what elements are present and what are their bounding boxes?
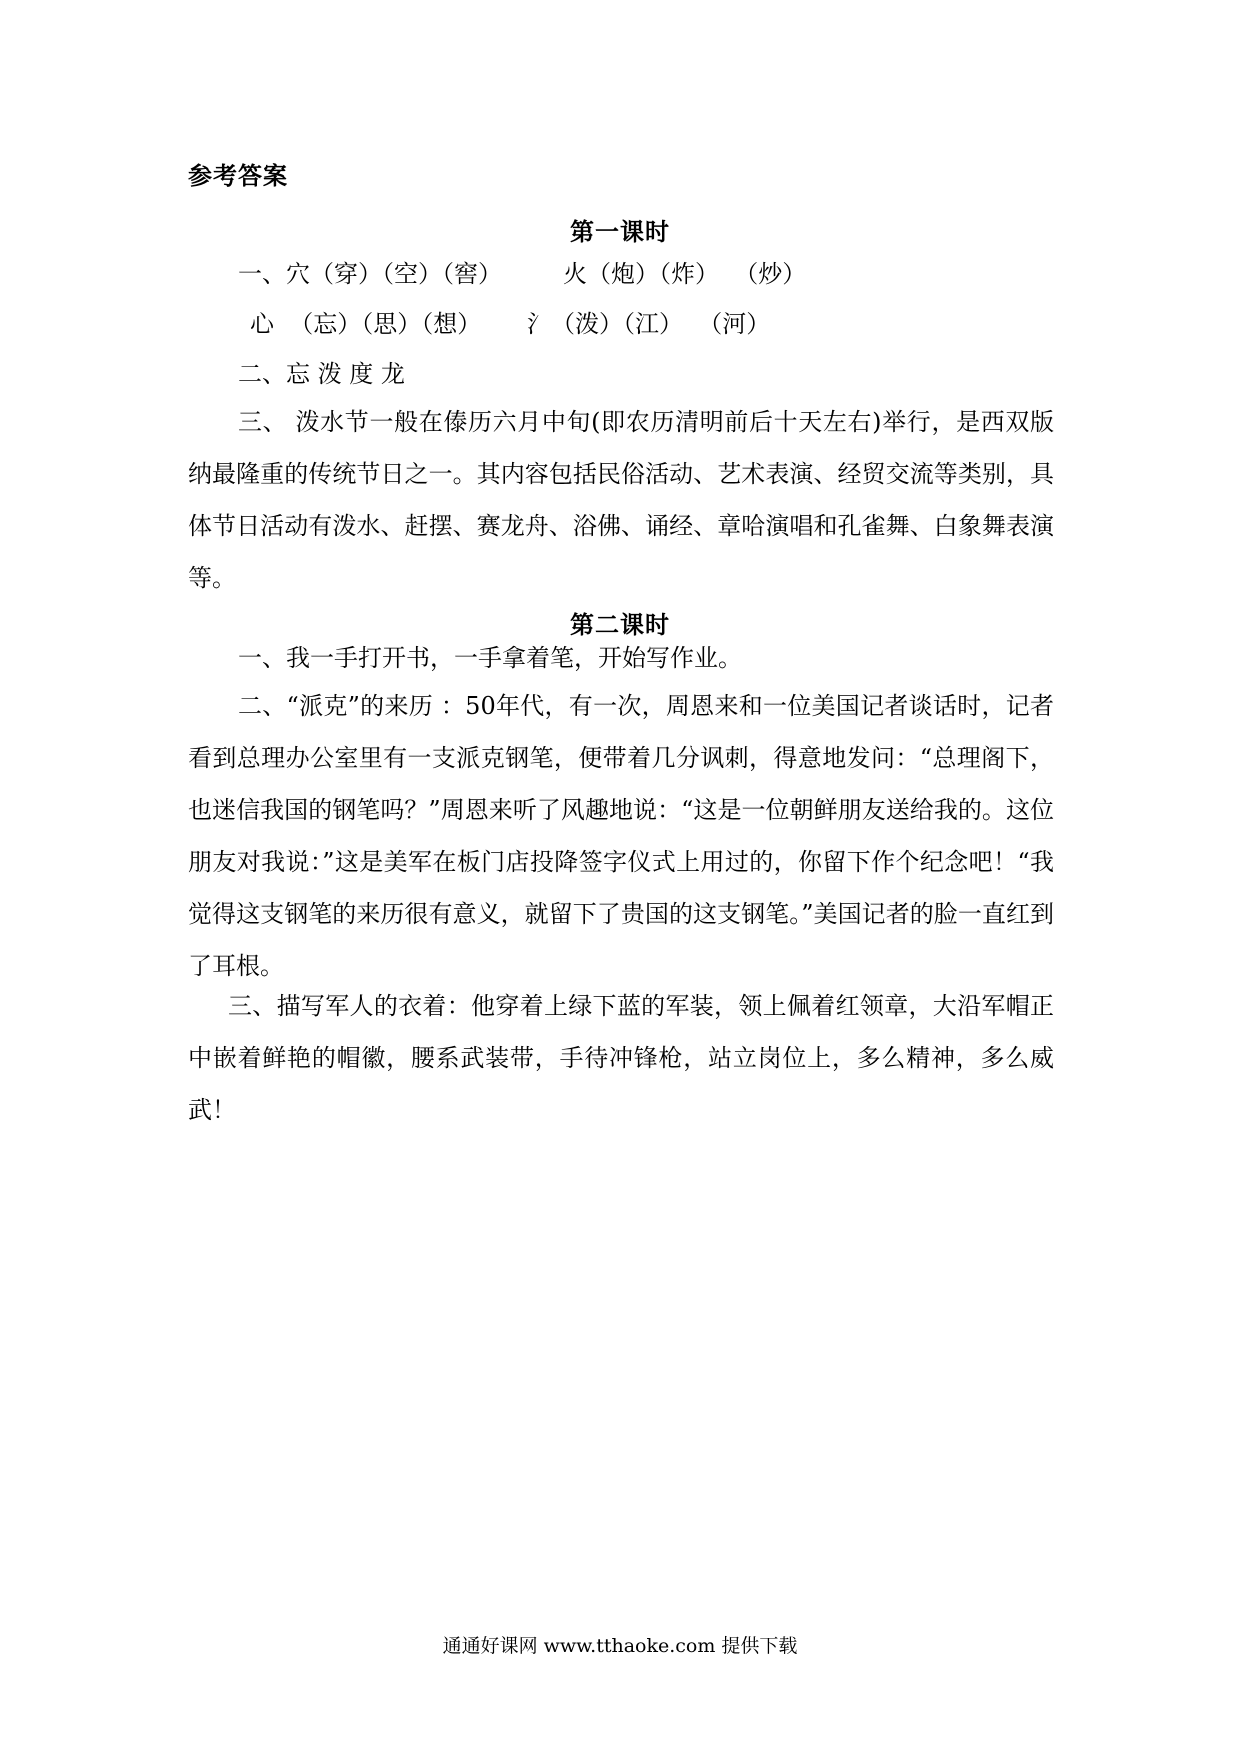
lesson-2-q2-paragraph: 二、“派克”的来历 ：50年代，有一次，周恩来和一位美国记者谈话时，记者看到总理办公室里有一支派克钢笔，便带着几分讽刺，得意地发问：“总理阁下，也迷信我国的钢笔吗？”周恩来听了风趣地说：“这是一位朝鲜朋友送给我的。这位朋友对我说：”这是美军在板门店投降签字仪式上用过的，你留下作个纪念吧！“我觉得这支钢笔的来历很有意义，就留下了贵国的这支钢笔。”美国记者的脸一直红到了耳根。 xyxy=(188,692,1054,980)
lesson-1-q2: 二、忘 泼 度 龙 xyxy=(238,360,405,388)
lesson-2-title: 第二课时 xyxy=(570,610,670,639)
lesson-2-q3-paragraph: 三、描写军人的衣着：他穿着上绿下蓝的军装，领上佩着红领章，大沿军帽正中嵌着鲜艳的帽徽，腰系武装带，手待冲锋枪，站立岗位上，多么精神，多么威武！ xyxy=(188,992,1054,1124)
lesson-2-q1: 一、我一手打开书，一手拿着笔，开始写作业。 xyxy=(238,644,742,672)
page-heading: 参考答案 xyxy=(188,161,288,190)
lesson-1-q3-paragraph: 三、 泼水节一般在傣历六月中旬(即农历清明前后十天左右)举行，是西双版纳最隆重的传统节日之一。其内容包括民俗活动、艺术表演、经贸交流等类别，具体节日活动有泼水、赶摆、赛龙舟、浴佛、诵经、章哈演唱和孔雀舞、白象舞表演等。 xyxy=(188,408,1054,592)
lesson-1-q1-line-2: 心 （忘）（思）（想） 氵（泼）（江） （河） xyxy=(250,310,771,338)
page-footer: 通通好课网 www.tthaoke.com 提供下载 xyxy=(442,1635,798,1657)
lesson-1-title: 第一课时 xyxy=(570,217,670,246)
lesson-1-q1-line-1: 一、穴（穿）（空）（窖） 火（炮）（炸） （炒） xyxy=(238,260,807,288)
